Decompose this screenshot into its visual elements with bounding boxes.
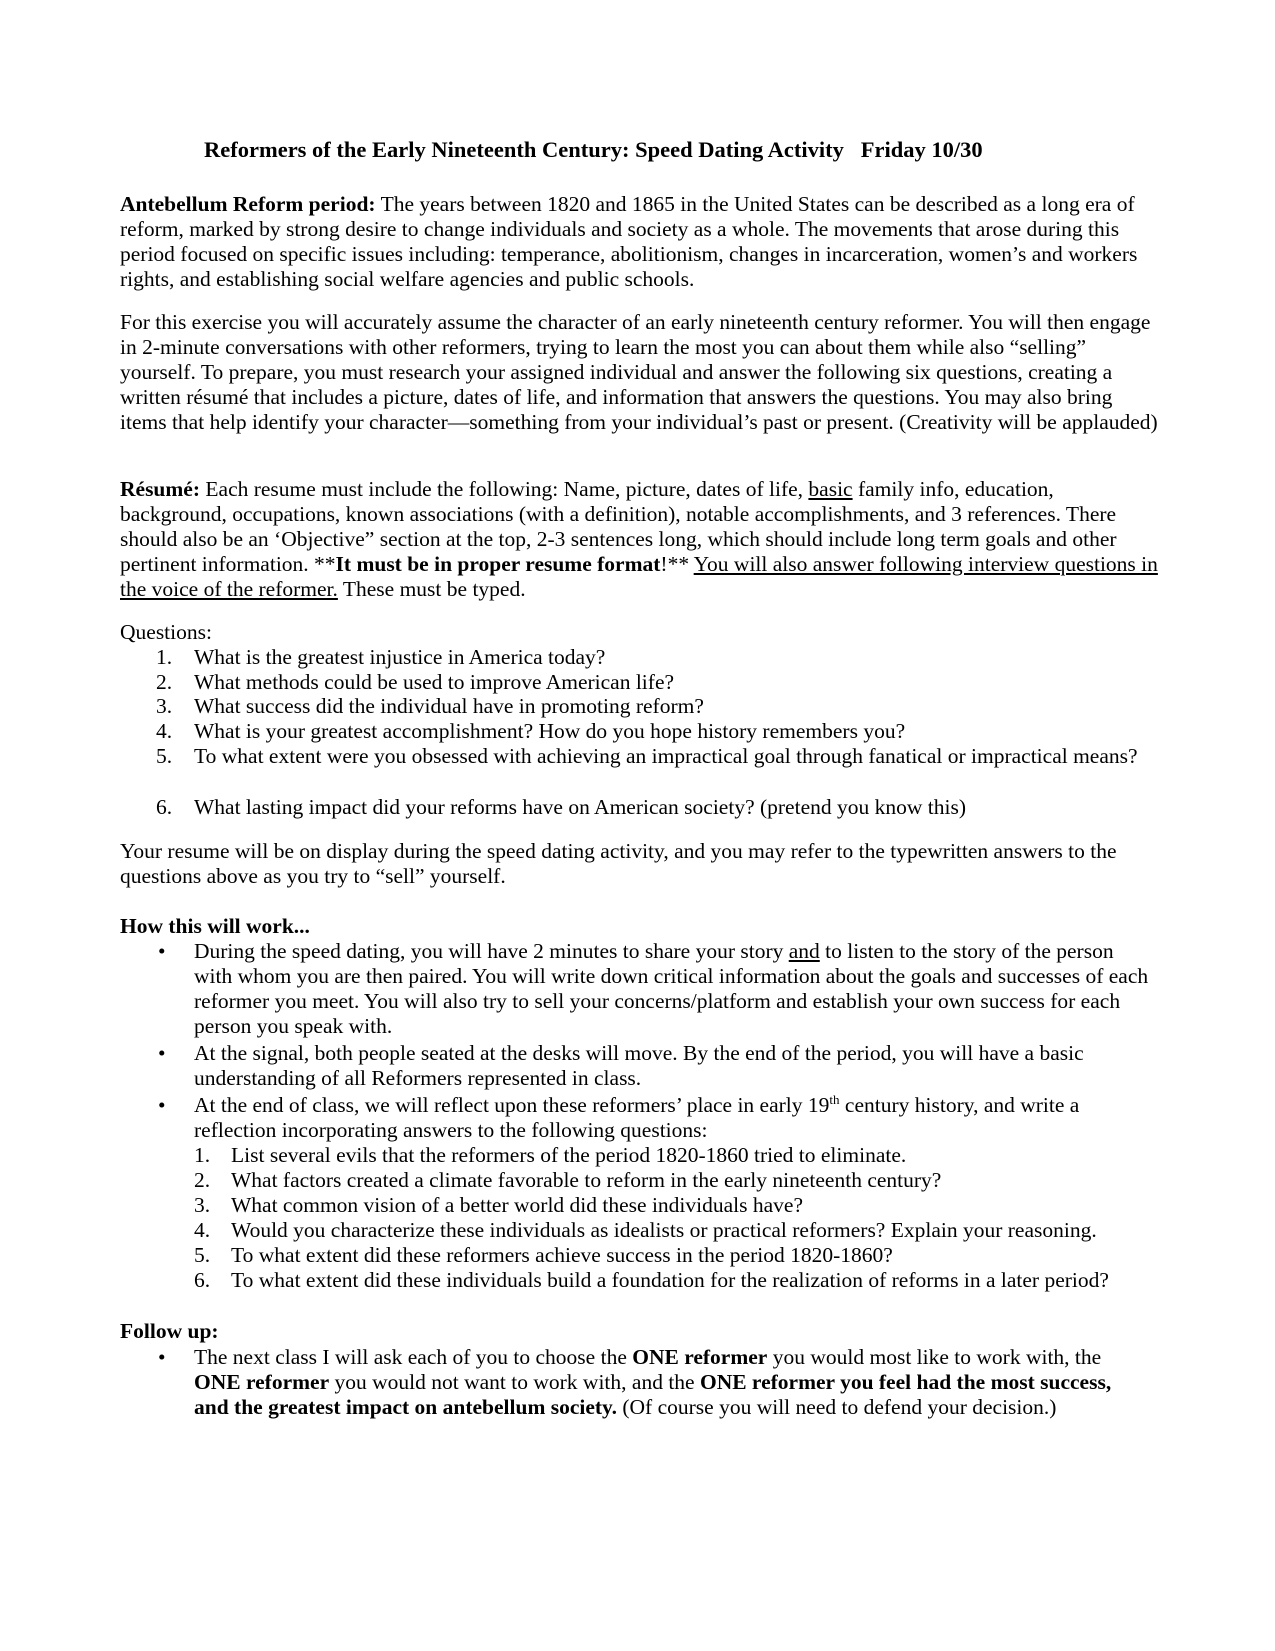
how-heading: How this will work...	[120, 914, 310, 938]
bullet-icon: •	[158, 1041, 166, 1065]
intro-paragraph	[120, 192, 1160, 292]
resume-paragraph	[120, 477, 1160, 602]
exercise-paragraph	[120, 310, 1160, 435]
bullet-icon: •	[158, 1345, 166, 1369]
resume-text-1: Each resume must include the following: Name, picture, dates of life,	[200, 477, 809, 501]
bullet-icon: •	[158, 1093, 166, 1117]
resume-text-4: These must be typed.	[337, 577, 526, 601]
resume-text-3: !**	[660, 552, 694, 576]
bullet-icon: •	[158, 939, 166, 963]
followup-heading: Follow up:	[120, 1319, 219, 1343]
document-title: Reformers of the Early Nineteenth Century: Speed Dating Activity Friday 10/30	[204, 137, 983, 162]
questions-label: Questions:	[120, 620, 212, 644]
intro-heading: Antebellum Reform period:	[120, 192, 376, 216]
resume-heading: Résumé:	[120, 477, 201, 501]
exercise-text: For this exercise you will accurately assume the character of an early nineteenth century reformer. You will then engage in 2-minute conversations with other reformers, trying to learn the most you can about them while also “selling” yourself. To prepare, you must research your assigned individual and answer the following six questions, creating a written résumé that includes a picture, dates of life, and information that answers the questions. You may also bring items that help identify your character—something from your individual’s past or present. (Creativity will be applauded)	[120, 310, 1158, 434]
resume-format-bold: It must be in proper resume format	[335, 552, 661, 576]
resume-underline-interview: You will also answer following interview questions in the voice of the reformer.	[120, 552, 1158, 601]
display-note: Your resume will be on display during the speed dating activity, and you may refer to the typewritten answers to the questions above as you try to “sell” yourself.	[120, 839, 1117, 888]
intro-text: The years between 1820 and 1865 in the United States can be described as a long era of reform, marked by strong desire to change individuals and society as a whole. The movements that arose during this period focused on specific issues including: temperance, abolitionism, changes in incarceration, women’s and workers rights, and establishing social welfare agencies and public schools.	[120, 192, 1138, 291]
resume-text-2: family info, education, background, occupations, known associations (with a definition), notable accomplishments, and 3 references. There should also be an ‘Objective” section at the top, 2-3 sentences long, which should include long term goals and other pertinent information. **	[120, 477, 1117, 576]
resume-underline-basic: basic	[808, 477, 853, 501]
